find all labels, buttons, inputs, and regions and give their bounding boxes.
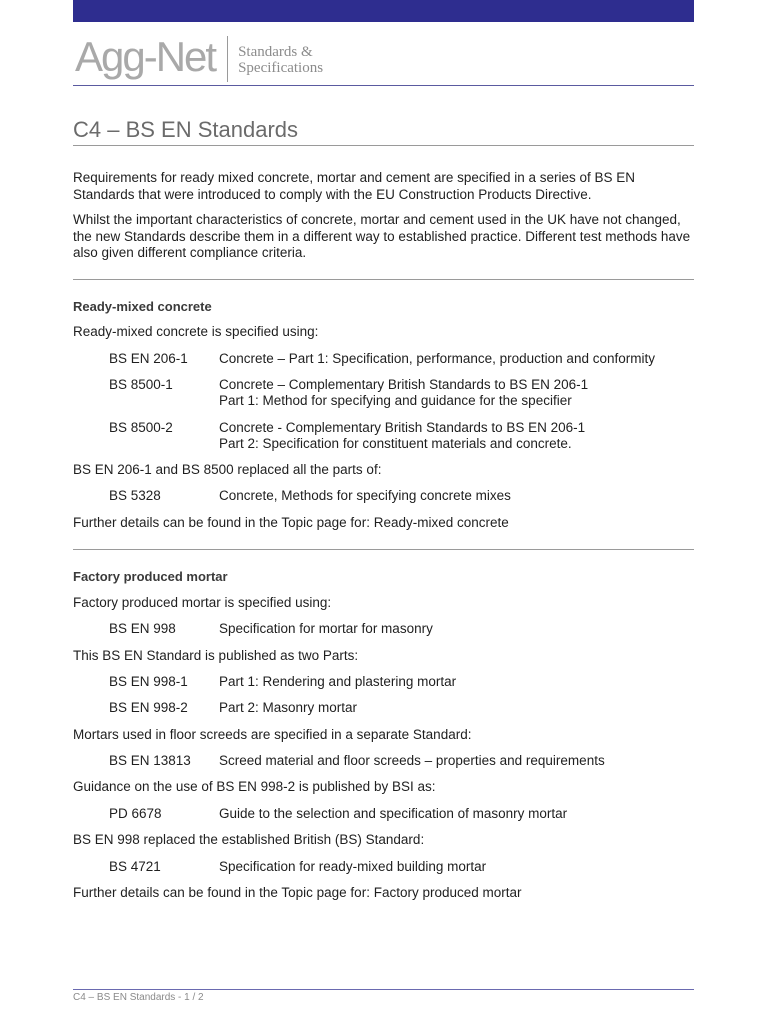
standard-description: Specification for mortar for masonry (219, 621, 433, 636)
standard-code: BS 4721 (109, 859, 161, 874)
section-heading-ready-mixed: Ready-mixed concrete (73, 299, 212, 314)
tagline-line2: Specifications (238, 60, 324, 76)
logo-wordmark: Agg-Net (75, 33, 216, 80)
standard-description: Specification for ready-mixed building mortar (219, 859, 487, 874)
standard-description: Part 1: Rendering and plastering mortar (219, 674, 457, 689)
header-rule (73, 85, 694, 86)
logo-tagline (238, 44, 323, 76)
mortar-further: Further details can be found in the Topic page for: Factory produced mortar (73, 885, 522, 900)
standard-code: BS 5328 (109, 488, 161, 503)
ready-mixed-replaced-lead: BS EN 206-1 and BS 8500 replaced all the parts of: (73, 462, 382, 477)
standard-code: PD 6678 (109, 806, 162, 821)
logo (75, 33, 324, 82)
logo-divider (227, 36, 228, 82)
intro-paragraph-2: Whilst the important characteristics of concrete, mortar and cement used in the UK have not changed, the new Standards describe them in a different way to established practice. Different test methods have also given different compliance criteria. (73, 212, 691, 260)
standard-description: Part 2: Masonry mortar (219, 700, 358, 715)
mortar-lead: Factory produced mortar is specified using: (73, 595, 332, 610)
standard-code: BS EN 998-1 (109, 674, 188, 689)
standard-code: BS EN 13813 (109, 753, 191, 768)
header-bar (73, 0, 694, 22)
section-rule (73, 549, 694, 550)
standard-description: Guide to the selection and specification of masonry mortar (219, 806, 568, 821)
standard-code: BS EN 998 (109, 621, 176, 636)
standard-description: Concrete – Part 1: Specification, performance, production and conformity (219, 351, 655, 366)
section-heading-mortar: Factory produced mortar (73, 569, 228, 584)
standard-code: BS EN 998-2 (109, 700, 188, 715)
standard-description: Concrete, Methods for specifying concrete mixes (219, 488, 511, 503)
ready-mixed-further: Further details can be found in the Topic page for: Ready-mixed concrete (73, 515, 509, 530)
title-rule (73, 145, 694, 146)
standard-description-line2: Part 1: Method for specifying and guidance for the specifier (219, 393, 572, 408)
standard-description: Concrete – Complementary British Standards to BS EN 206-1 (219, 377, 589, 392)
intro-paragraph-1: Requirements for ready mixed concrete, mortar and cement are specified in a series of BS EN Standards that were introduced to comply with the EU Construction Products Directive. (73, 170, 636, 202)
standard-code: BS 8500-2 (109, 420, 173, 435)
standard-code: BS EN 206-1 (109, 351, 188, 366)
tagline-line1: Standards & (238, 44, 313, 60)
page-title: C4 – BS EN Standards (73, 117, 299, 142)
standard-description-line2: Part 2: Specification for constituent materials and concrete. (219, 436, 572, 451)
mortar-parts-lead: This BS EN Standard is published as two Parts: (73, 648, 359, 663)
standard-code: BS 8500-1 (109, 377, 173, 392)
mortar-replaced-lead: BS EN 998 replaced the established British (BS) Standard: (73, 832, 425, 847)
mortar-screeds-lead: Mortars used in floor screeds are specified in a separate Standard: (73, 727, 472, 742)
mortar-guidance-lead: Guidance on the use of BS EN 998-2 is published by BSI as: (73, 779, 436, 794)
ready-mixed-lead: Ready-mixed concrete is specified using: (73, 324, 319, 339)
standard-description: Screed material and floor screeds – properties and requirements (219, 753, 605, 768)
section-rule (73, 279, 694, 280)
footer-rule (73, 989, 694, 990)
standard-description: Concrete - Complementary British Standards to BS EN 206-1 (219, 420, 586, 435)
footer-page-label: C4 – BS EN Standards - 1 / 2 (73, 992, 204, 1003)
